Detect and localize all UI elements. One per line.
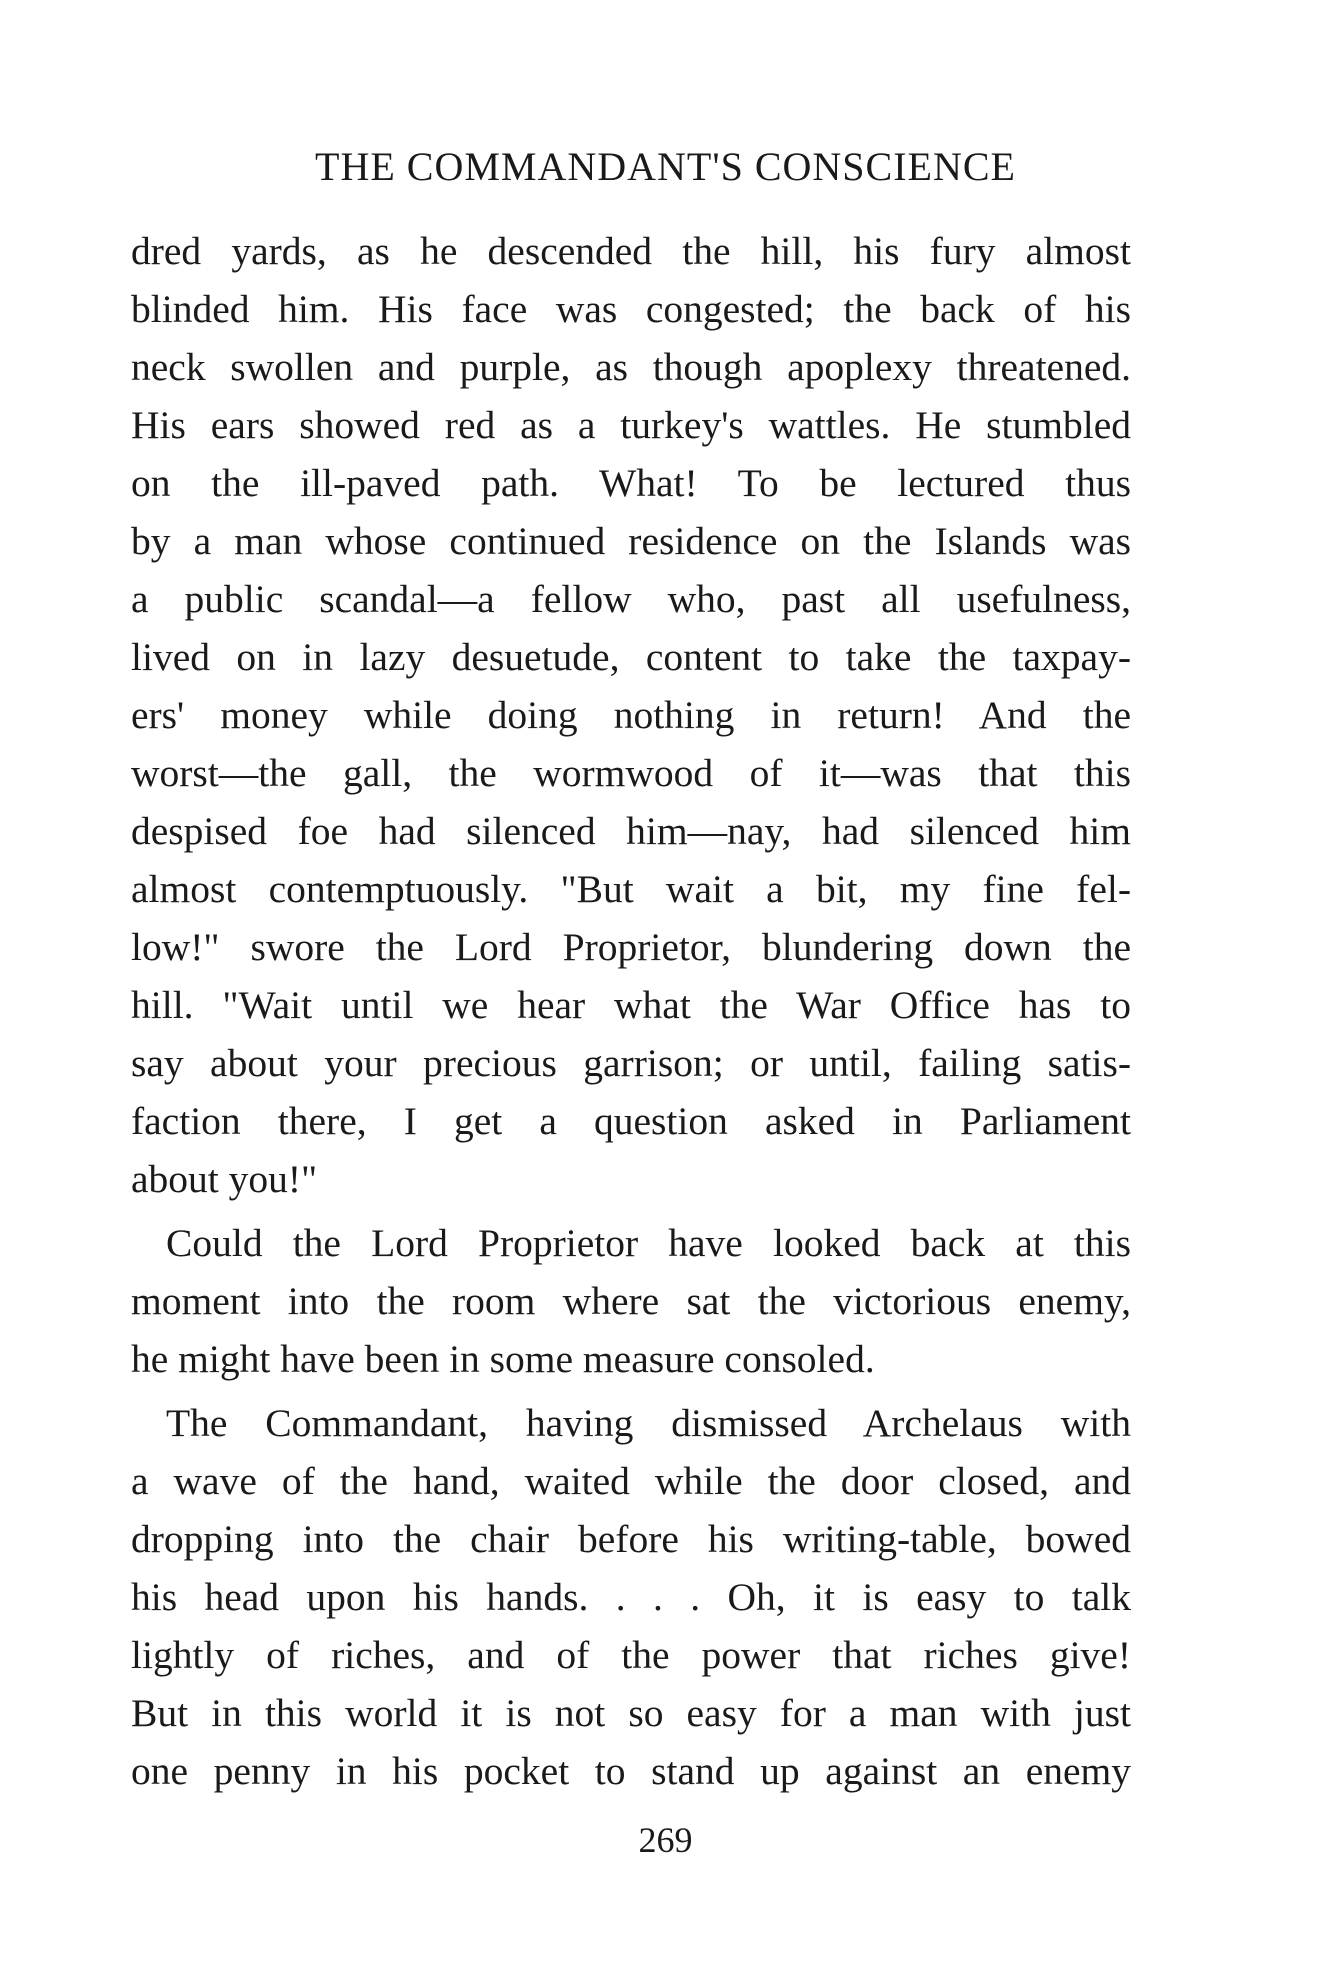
text-line: ers' money while doing nothing in return! And the: [131, 693, 1131, 737]
text-line: dropping into the chair before his writing-table, bowed: [131, 1517, 1131, 1561]
text-line: The Commandant, having dismissed Archelaus with: [166, 1401, 1131, 1445]
paragraph: [131, 1394, 1131, 1800]
text-line: hill. "Wait until we hear what the War Office has to: [131, 983, 1131, 1027]
page-number: 269: [638, 1820, 693, 1860]
text-line: neck swollen and purple, as though apoplexy threatened.: [131, 345, 1131, 389]
text-line: dred yards, as he descended the hill, his fury almost: [131, 229, 1131, 273]
text-line: a public scandal—a fellow who, past all usefulness,: [131, 577, 1131, 621]
text-line: But in this world it is not so easy for a man with just: [131, 1691, 1131, 1735]
paragraph: [131, 222, 1131, 1208]
text-line: worst—the gall, the wormwood of it—was that this: [131, 751, 1131, 795]
text-line: he might have been in some measure consoled.: [131, 1337, 875, 1381]
text-line: Could the Lord Proprietor have looked back at this: [166, 1221, 1131, 1265]
paragraph: [131, 1214, 1131, 1388]
text-line: lightly of riches, and of the power that riches give!: [131, 1633, 1131, 1677]
text-line: lived on in lazy desuetude, content to take the taxpay-: [131, 635, 1131, 679]
text-line: blinded him. His face was congested; the back of his: [131, 287, 1131, 331]
text-line: moment into the room where sat the victorious enemy,: [131, 1279, 1131, 1323]
text-line: almost contemptuously. "But wait a bit, my fine fel-: [131, 867, 1131, 911]
text-line: one penny in his pocket to stand up against an enemy: [131, 1749, 1131, 1793]
body-text: [131, 222, 1131, 1800]
text-line: faction there, I get a question asked in Parliament: [131, 1099, 1131, 1143]
running-head: THE COMMANDANT'S CONSCIENCE: [315, 144, 1016, 189]
text-line: by a man whose continued residence on the Islands was: [131, 519, 1131, 563]
text-line: his head upon his hands. . . . Oh, it is easy to talk: [131, 1575, 1131, 1619]
text-line: His ears showed red as a turkey's wattles. He stumbled: [131, 403, 1131, 447]
text-line: on the ill-paved path. What! To be lectured thus: [131, 461, 1131, 505]
text-line: despised foe had silenced him—nay, had silenced him: [131, 809, 1131, 853]
text-line: about you!": [131, 1157, 318, 1201]
text-line: say about your precious garrison; or until, failing satis-: [131, 1041, 1131, 1085]
text-line: a wave of the hand, waited while the door closed, and: [131, 1459, 1131, 1503]
text-line: low!" swore the Lord Proprietor, blundering down the: [131, 925, 1131, 969]
